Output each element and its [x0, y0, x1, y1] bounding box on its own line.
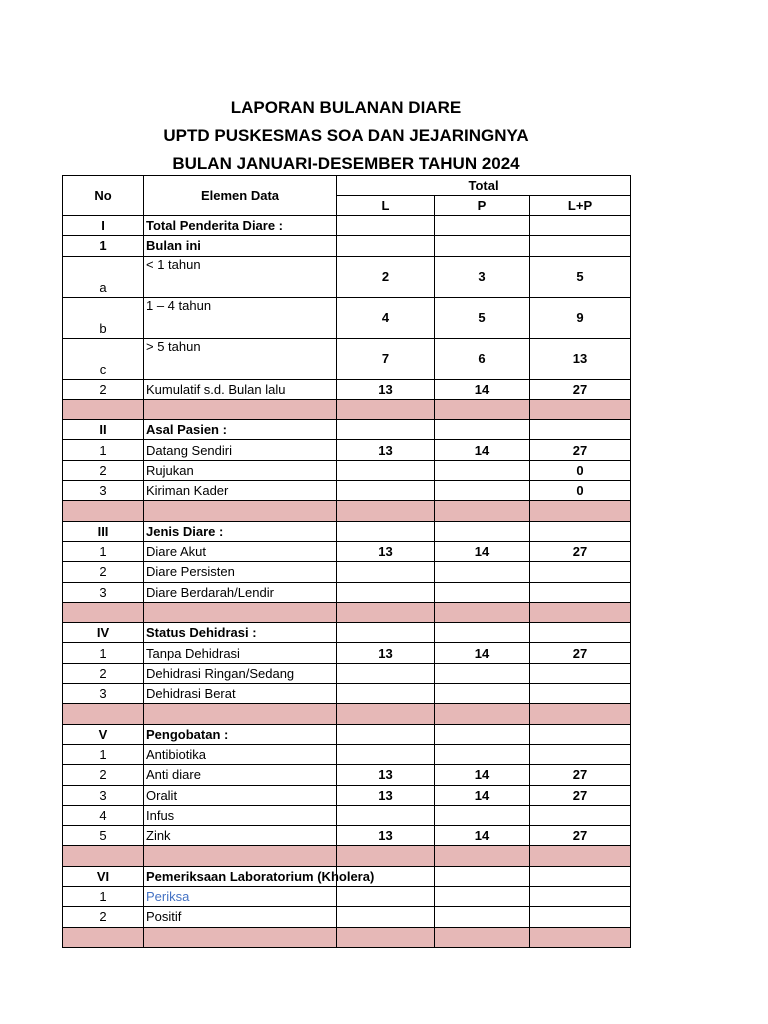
row-no: 3 — [63, 481, 144, 501]
table-row — [63, 663, 631, 683]
separator-cell — [530, 602, 631, 622]
value-p — [435, 724, 530, 744]
separator-cell — [530, 501, 631, 521]
value-p — [435, 907, 530, 927]
separator-cell — [530, 927, 631, 947]
table-row — [63, 744, 631, 764]
row-label: Kiriman Kader — [144, 481, 337, 501]
value-l: 13 — [337, 643, 435, 663]
value-lp: 0 — [530, 460, 631, 480]
separator-cell — [144, 846, 337, 866]
table-row — [63, 643, 631, 663]
separator-cell — [435, 846, 530, 866]
value-p — [435, 236, 530, 256]
row-no: 2 — [63, 379, 144, 399]
header-elemen-data: Elemen Data — [144, 176, 337, 216]
table-header — [63, 176, 631, 216]
value-l: 2 — [337, 256, 435, 297]
table-row — [63, 338, 631, 379]
table-body — [63, 216, 631, 948]
value-l — [337, 887, 435, 907]
row-label: Rujukan — [144, 460, 337, 480]
separator-cell — [337, 501, 435, 521]
row-no: 1 — [63, 440, 144, 460]
header-p: P — [435, 196, 530, 216]
separator-cell — [144, 399, 337, 419]
row-label: Diare Persisten — [144, 562, 337, 582]
table-row — [63, 582, 631, 602]
row-label: Kumulatif s.d. Bulan lalu — [144, 379, 337, 399]
row-no: 1 — [63, 887, 144, 907]
separator-cell — [63, 602, 144, 622]
row-label: 1 – 4 tahun — [144, 297, 337, 338]
value-p — [435, 420, 530, 440]
value-lp — [530, 907, 631, 927]
row-label: Dehidrasi Ringan/Sedang — [144, 663, 337, 683]
separator-cell — [435, 399, 530, 419]
row-no: 1 — [63, 643, 144, 663]
value-p — [435, 663, 530, 683]
value-l — [337, 623, 435, 643]
separator-row — [63, 927, 631, 947]
separator-cell — [337, 399, 435, 419]
table-row — [63, 460, 631, 480]
row-no: 2 — [63, 460, 144, 480]
value-p: 5 — [435, 297, 530, 338]
row-label: Antibiotika — [144, 744, 337, 764]
value-p — [435, 521, 530, 541]
row-label: Tanpa Dehidrasi — [144, 643, 337, 663]
value-lp — [530, 623, 631, 643]
header-lp: L+P — [530, 196, 631, 216]
value-lp — [530, 663, 631, 683]
row-label: Positif — [144, 907, 337, 927]
table-row — [63, 765, 631, 785]
separator-cell — [337, 846, 435, 866]
header-no: No — [63, 176, 144, 216]
separator-cell — [144, 927, 337, 947]
row-label: Diare Berdarah/Lendir — [144, 582, 337, 602]
row-label: Zink — [144, 826, 337, 846]
separator-row — [63, 501, 631, 521]
row-no: 2 — [63, 562, 144, 582]
value-l: 13 — [337, 826, 435, 846]
row-no: 1 — [63, 744, 144, 764]
header-total: Total — [337, 176, 631, 196]
separator-cell — [337, 927, 435, 947]
table-row — [63, 887, 631, 907]
row-label: < 1 tahun — [144, 256, 337, 297]
value-lp: 27 — [530, 785, 631, 805]
value-lp: 27 — [530, 643, 631, 663]
row-label: Infus — [144, 805, 337, 825]
separator-cell — [63, 704, 144, 724]
row-no: 5 — [63, 826, 144, 846]
value-p — [435, 744, 530, 764]
row-no: 2 — [63, 663, 144, 683]
value-p — [435, 460, 530, 480]
row-label: Asal Pasien : — [144, 420, 337, 440]
row-label: Anti diare — [144, 765, 337, 785]
separator-cell — [144, 602, 337, 622]
value-p: 14 — [435, 440, 530, 460]
separator-cell — [435, 501, 530, 521]
value-lp — [530, 744, 631, 764]
row-no: c — [63, 338, 144, 379]
value-p — [435, 887, 530, 907]
separator-cell — [435, 927, 530, 947]
table-row — [63, 826, 631, 846]
report-table — [62, 175, 631, 948]
value-l — [337, 805, 435, 825]
row-no: VI — [63, 866, 144, 886]
separator-cell — [337, 602, 435, 622]
value-p: 3 — [435, 256, 530, 297]
table-row — [63, 684, 631, 704]
separator-cell — [63, 927, 144, 947]
row-no: 3 — [63, 582, 144, 602]
table-row — [63, 541, 631, 561]
value-l — [337, 684, 435, 704]
row-no: I — [63, 216, 144, 236]
value-p: 14 — [435, 643, 530, 663]
value-l: 13 — [337, 440, 435, 460]
value-l — [337, 582, 435, 602]
row-no: 1 — [63, 236, 144, 256]
value-lp: 27 — [530, 379, 631, 399]
value-lp — [530, 866, 631, 886]
section-row — [63, 521, 631, 541]
value-p — [435, 684, 530, 704]
title-line-2: UPTD PUSKESMAS SOA DAN JEJARINGNYA — [163, 126, 529, 145]
section-row — [63, 724, 631, 744]
value-p — [435, 481, 530, 501]
value-l — [337, 460, 435, 480]
value-l — [337, 481, 435, 501]
value-lp: 27 — [530, 765, 631, 785]
row-label: Diare Akut — [144, 541, 337, 561]
value-lp — [530, 684, 631, 704]
value-lp: 27 — [530, 440, 631, 460]
separator-row — [63, 704, 631, 724]
table-row — [63, 440, 631, 460]
value-l: 4 — [337, 297, 435, 338]
table-row — [63, 562, 631, 582]
row-no: III — [63, 521, 144, 541]
table-row — [63, 805, 631, 825]
value-lp — [530, 724, 631, 744]
row-label: Bulan ini — [144, 236, 337, 256]
separator-cell — [63, 846, 144, 866]
table-row — [63, 907, 631, 927]
value-l — [337, 521, 435, 541]
row-no: IV — [63, 623, 144, 643]
row-label: Jenis Diare : — [144, 521, 337, 541]
value-l — [337, 562, 435, 582]
table-row — [63, 481, 631, 501]
separator-cell — [144, 704, 337, 724]
value-lp: 9 — [530, 297, 631, 338]
value-l — [337, 663, 435, 683]
separator-cell — [63, 399, 144, 419]
value-p — [435, 562, 530, 582]
row-no: 1 — [63, 541, 144, 561]
report-title — [62, 94, 630, 178]
value-l — [337, 724, 435, 744]
value-p — [435, 866, 530, 886]
value-lp — [530, 562, 631, 582]
value-l — [337, 420, 435, 440]
section-row — [63, 236, 631, 256]
value-p: 14 — [435, 826, 530, 846]
row-label: Total Penderita Diare : — [144, 216, 337, 236]
value-lp: 13 — [530, 338, 631, 379]
section-row — [63, 866, 631, 886]
row-no: a — [63, 256, 144, 297]
separator-row — [63, 399, 631, 419]
value-p: 14 — [435, 541, 530, 561]
value-l — [337, 907, 435, 927]
row-label: Dehidrasi Berat — [144, 684, 337, 704]
separator-cell — [435, 704, 530, 724]
value-p — [435, 216, 530, 236]
value-lp — [530, 582, 631, 602]
value-p: 14 — [435, 379, 530, 399]
row-no: 3 — [63, 785, 144, 805]
value-l: 13 — [337, 379, 435, 399]
value-lp — [530, 216, 631, 236]
row-label: Periksa — [144, 887, 337, 907]
row-label: Status Dehidrasi : — [144, 623, 337, 643]
separator-cell — [530, 846, 631, 866]
separator-row — [63, 602, 631, 622]
row-label: Datang Sendiri — [144, 440, 337, 460]
value-lp — [530, 420, 631, 440]
value-l — [337, 744, 435, 764]
value-lp: 27 — [530, 541, 631, 561]
section-row — [63, 623, 631, 643]
value-p: 14 — [435, 765, 530, 785]
row-no: 2 — [63, 907, 144, 927]
row-no: V — [63, 724, 144, 744]
row-no: 4 — [63, 805, 144, 825]
row-label: Oralit — [144, 785, 337, 805]
value-p: 6 — [435, 338, 530, 379]
separator-cell — [435, 602, 530, 622]
value-l: 7 — [337, 338, 435, 379]
value-lp — [530, 521, 631, 541]
value-l — [337, 216, 435, 236]
value-l — [337, 236, 435, 256]
table-row — [63, 785, 631, 805]
row-label: > 5 tahun — [144, 338, 337, 379]
separator-cell — [530, 704, 631, 724]
separator-cell — [337, 704, 435, 724]
table-row — [63, 256, 631, 297]
table-row — [63, 379, 631, 399]
header-l: L — [337, 196, 435, 216]
value-lp — [530, 887, 631, 907]
value-lp: 5 — [530, 256, 631, 297]
table-row — [63, 297, 631, 338]
row-no: 3 — [63, 684, 144, 704]
separator-row — [63, 846, 631, 866]
row-label: Pemeriksaan Laboratorium (Kholera) — [144, 866, 337, 886]
value-l: 13 — [337, 541, 435, 561]
title-line-1: LAPORAN BULANAN DIARE — [230, 98, 462, 117]
section-row — [63, 216, 631, 236]
row-label: Pengobatan : — [144, 724, 337, 744]
separator-cell — [63, 501, 144, 521]
row-no: 2 — [63, 765, 144, 785]
value-l: 13 — [337, 765, 435, 785]
value-l: 13 — [337, 785, 435, 805]
row-no: b — [63, 297, 144, 338]
separator-cell — [144, 501, 337, 521]
value-lp: 27 — [530, 826, 631, 846]
value-lp — [530, 236, 631, 256]
title-line-3: BULAN JANUARI-DESEMBER TAHUN 2024 — [172, 154, 520, 173]
section-row — [63, 420, 631, 440]
value-lp: 0 — [530, 481, 631, 501]
value-p — [435, 582, 530, 602]
row-no: II — [63, 420, 144, 440]
separator-cell — [530, 399, 631, 419]
value-p — [435, 623, 530, 643]
value-p: 14 — [435, 785, 530, 805]
value-lp — [530, 805, 631, 825]
value-p — [435, 805, 530, 825]
